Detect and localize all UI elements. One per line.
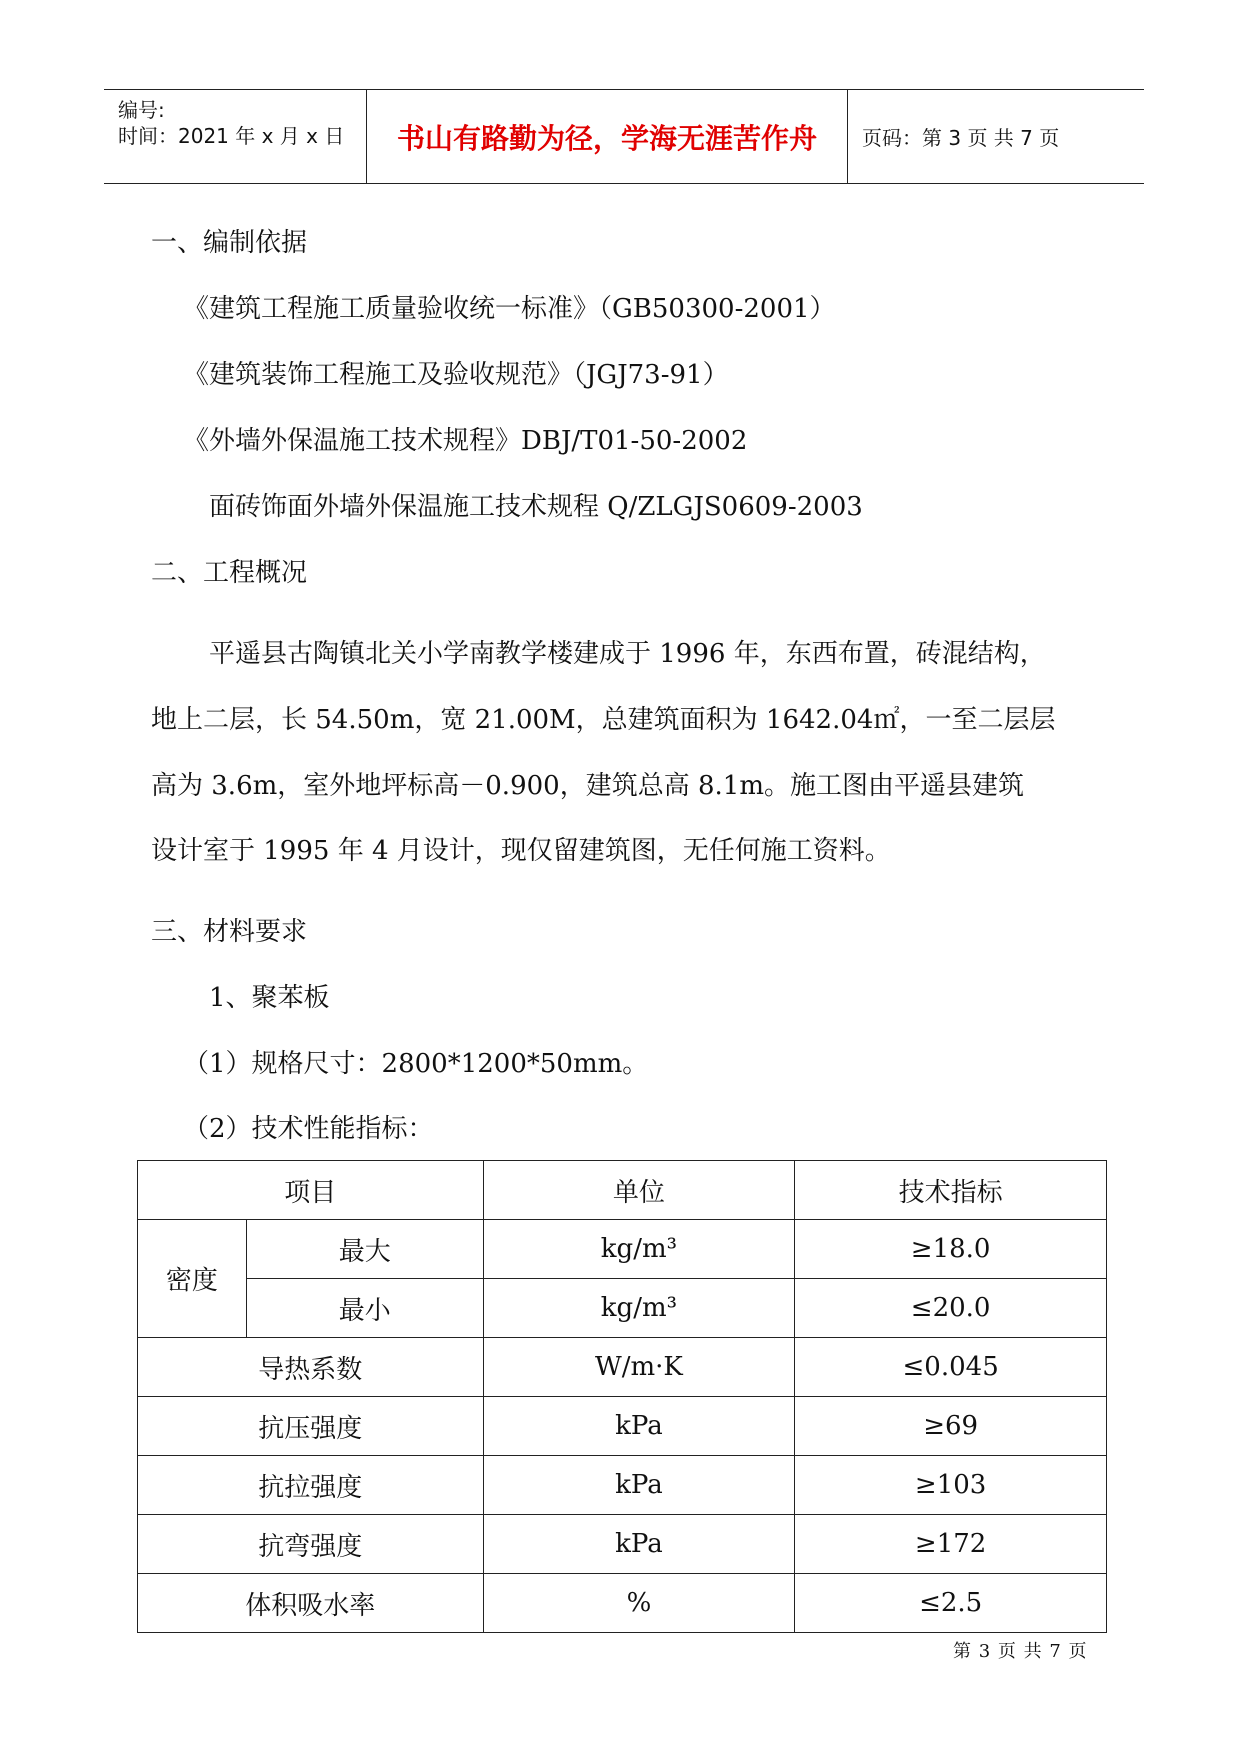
header-page-number: 页码：第 3 页 共 7 页	[862, 126, 1060, 150]
density-sub: 最小	[246, 1279, 483, 1338]
table-row	[138, 1220, 1107, 1279]
cell-unit: kg/m³	[483, 1279, 795, 1338]
header-item: 项目	[138, 1161, 484, 1220]
reference-line-3: 《外墙外保温施工技术规程》DBJ/T01-50-2002	[183, 426, 748, 456]
cell-unit: kPa	[483, 1456, 795, 1515]
cell-value: ≥69	[795, 1397, 1107, 1456]
table-row	[138, 1515, 1107, 1574]
density-label: 密度	[138, 1220, 247, 1338]
performance-table	[137, 1160, 1107, 1633]
cell-item: 抗弯强度	[138, 1515, 484, 1574]
cell-unit: W/m·K	[483, 1338, 795, 1397]
cell-unit: %	[483, 1574, 795, 1633]
section-1-title: 一、编制依据	[151, 228, 308, 258]
section-3-title: 三、材料要求	[151, 917, 308, 947]
table-row	[138, 1279, 1107, 1338]
section-2-title: 二、工程概况	[151, 558, 308, 588]
cell-value: ≥103	[795, 1456, 1107, 1515]
cell-value: ≥172	[795, 1515, 1107, 1574]
reference-line-4: 面砖饰面外墙外保温施工技术规程 Q/ZLGJS0609-2003	[209, 492, 863, 522]
cell-value: ≤20.0	[795, 1279, 1107, 1338]
material-tech-indicators: （2）技术性能指标：	[183, 1114, 434, 1144]
material-eps-board: 1、聚苯板	[209, 983, 330, 1013]
cell-item: 导热系数	[138, 1338, 484, 1397]
page-footer: 第 3 页 共 7 页	[953, 1641, 1088, 1662]
cell-item: 抗压强度	[138, 1397, 484, 1456]
reference-line-2: 《建筑装饰工程施工及验收规范》（JGJ73-91）	[183, 360, 729, 390]
header-value: 技术指标	[795, 1161, 1107, 1220]
overview-line-2: 地上二层，长 54.50m，宽 21.00M，总建筑面积为 1642.04㎡，一至二层层	[151, 705, 1056, 735]
cell-value: ≤2.5	[795, 1574, 1107, 1633]
header-motto: 书山有路勤为径，学海无涯苦作舟	[367, 90, 848, 183]
density-sub: 最大	[246, 1220, 483, 1279]
overview-line-1: 平遥县古陶镇北关小学南教学楼建成于 1996 年，东西布置，砖混结构，	[209, 639, 1046, 669]
material-spec-size: （1）规格尺寸：2800*1200*50mm。	[183, 1049, 649, 1079]
page-header	[104, 89, 1144, 184]
cell-value: ≤0.045	[795, 1338, 1107, 1397]
cell-item: 抗拉强度	[138, 1456, 484, 1515]
cell-value: ≥18.0	[795, 1220, 1107, 1279]
document-time: 时间：2021 年 x 月 x 日	[118, 124, 345, 148]
overview-line-4: 设计室于 1995 年 4 月设计，现仅留建筑图，无任何施工资料。	[151, 836, 891, 866]
cell-item: 体积吸水率	[138, 1574, 484, 1633]
header-meta	[104, 90, 367, 183]
table-row	[138, 1574, 1107, 1633]
document-number: 编号:	[118, 98, 165, 122]
cell-unit: kg/m³	[483, 1220, 795, 1279]
overview-line-3: 高为 3.6m，室外地坪标高－0.900，建筑总高 8.1m。施工图由平遥县建筑	[151, 771, 1024, 801]
cell-unit: kPa	[483, 1515, 795, 1574]
table-row	[138, 1338, 1107, 1397]
header-unit: 单位	[483, 1161, 795, 1220]
table-header-row	[138, 1161, 1107, 1220]
reference-line-1: 《建筑工程施工质量验收统一标准》（GB50300-2001）	[183, 294, 836, 324]
table-row	[138, 1456, 1107, 1515]
table-row	[138, 1397, 1107, 1456]
cell-unit: kPa	[483, 1397, 795, 1456]
